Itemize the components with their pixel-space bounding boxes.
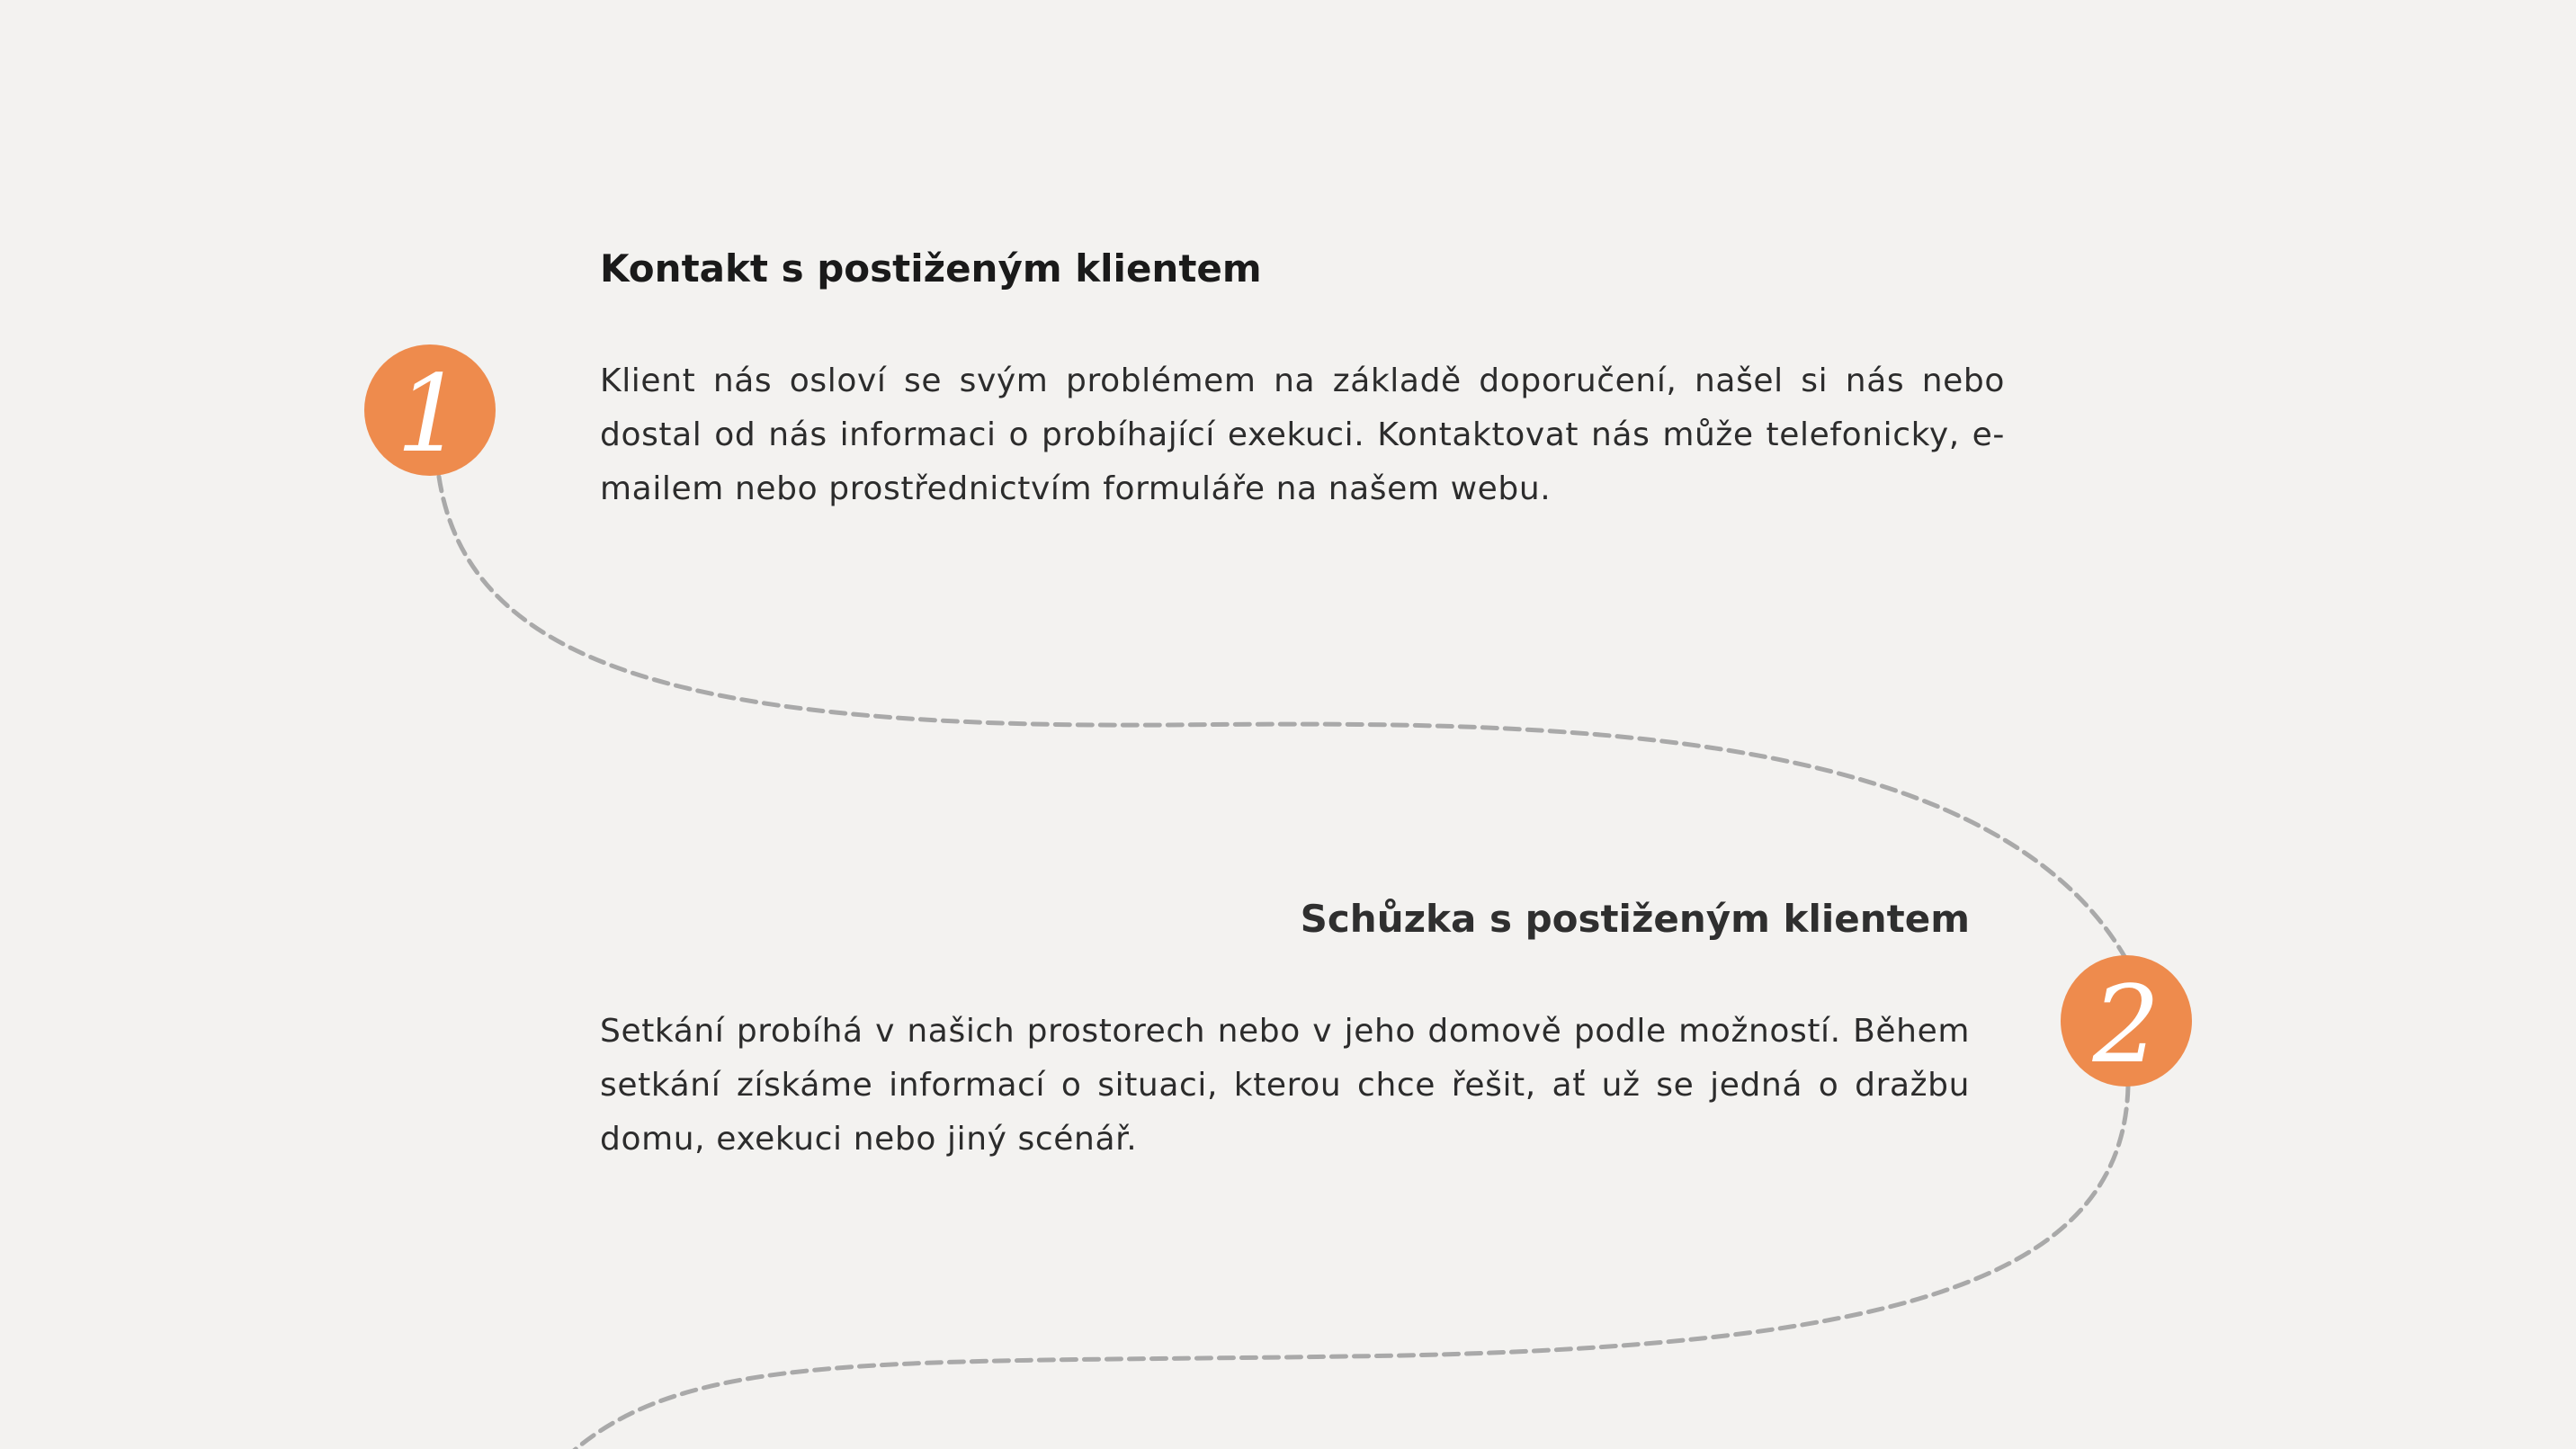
step-description: Klient nás osloví se svým problémem na základě doporučení, našel si nás nebo dostal od nás informaci o probíhající exekuci. Kontaktovat nás může telefonicky, e-mailem nebo prostřednictvím formuláře na našem webu.: [600, 362, 2005, 507]
step-number: 1: [396, 352, 464, 476]
step-number-badge: [2061, 955, 2192, 1087]
step-title: Kontakt s postiženým klientem: [600, 246, 1262, 291]
step-description: Setkání probíhá v našich prostorech nebo v jeho domově podle možností. Během setkání získáme informací o situaci, kterou chce řešit, ať už se jedná o dražbu domu, exekuci nebo jiný scénář.: [600, 1013, 1970, 1158]
step-title: Schůzka s postiženým klientem: [1300, 897, 1970, 941]
connector-segment-1-2: [439, 477, 2125, 958]
step-number: 2: [2092, 962, 2160, 1087]
step-number-badge: [364, 344, 496, 476]
